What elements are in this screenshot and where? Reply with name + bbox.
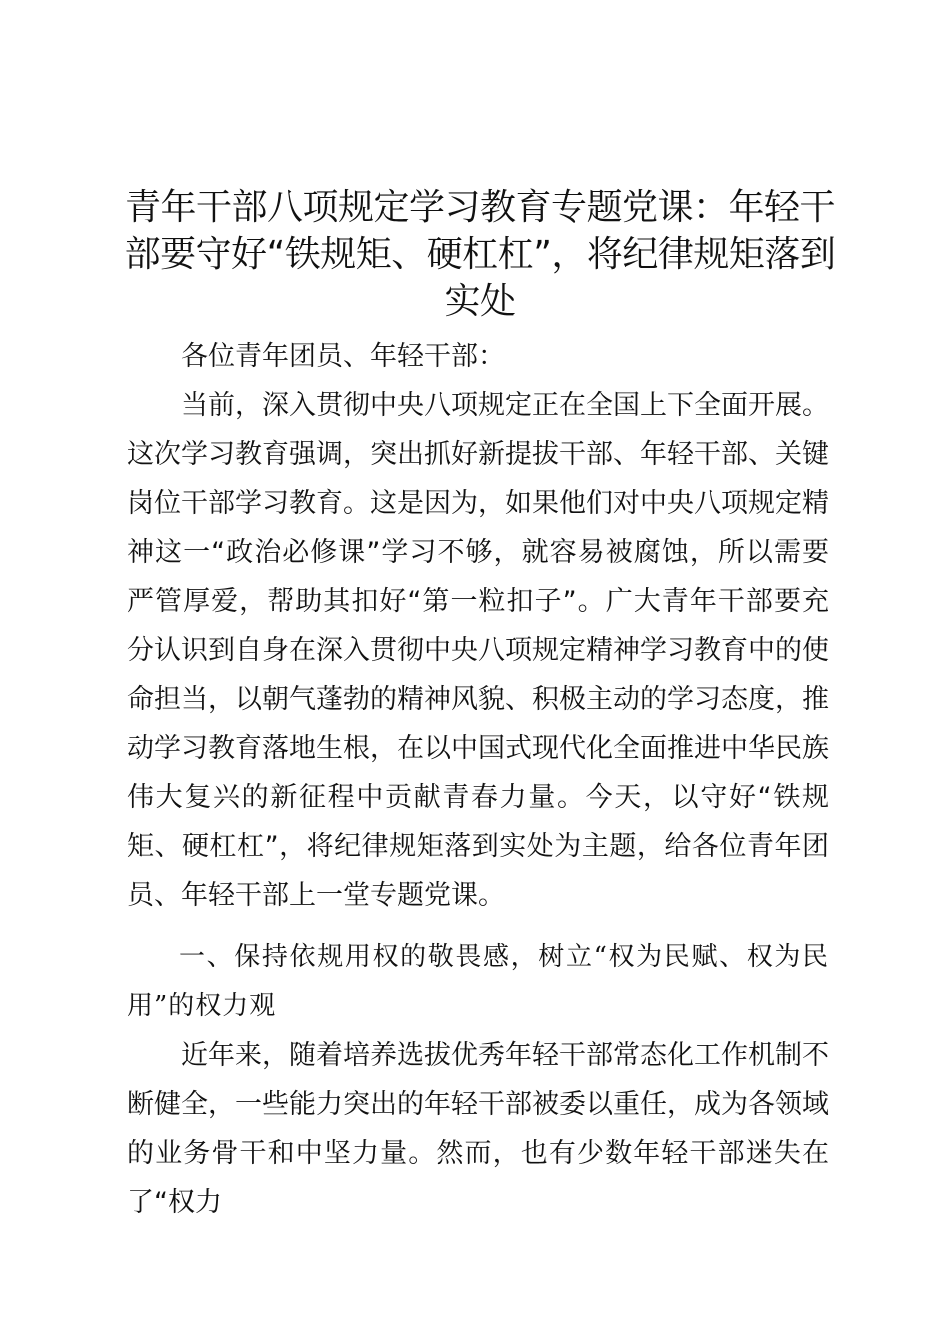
paragraph-section-1: 近年来，随着培养选拔优秀年轻干部常态化工作机制不断健全，一些能力突出的年轻干部被委以重任，成为各领域的业务骨干和中坚力量。然而，也有少数年轻干部迷失在了“权力 (127, 1040, 829, 1218)
salutation: 各位青年团员、年轻干部： (181, 341, 505, 372)
document-title: 青年干部八项规定学习教育专题党课：年轻干部要守好“铁规矩、硬杠杠”，将纪律规矩落到实处 (124, 187, 836, 322)
section-heading-1: 一、保持依规用权的敬畏感，树立“权为民赋、权为民用”的权力观 (127, 942, 829, 1021)
paragraph-intro: 当前，深入贯彻中央八项规定正在全国上下全面开展。这次学习教育强调，突出抓好新提拔干部、年轻干部、关键岗位干部学习教育。这是因为，如果他们对中央八项规定精神这一“政治必修课”学习不够，就容易被腐蚀，所以需要严管厚爱，帮助其扣好“第一粒扣子”。广大青年干部要充分认识到自身在深入贯彻中央八项规定精神学习教育中的使命担当，以朝气蓬勃的精神风貌、积极主动的学习态度，推动学习教育落地生根，在以中国式现代化全面推进中华民族伟大复兴的新征程中贡献青春力量。今天，以守好“铁规矩、硬杠杠”，将纪律规矩落到实处为主题，给各位青年团员、年轻干部上一堂专题党课。 (127, 390, 829, 911)
